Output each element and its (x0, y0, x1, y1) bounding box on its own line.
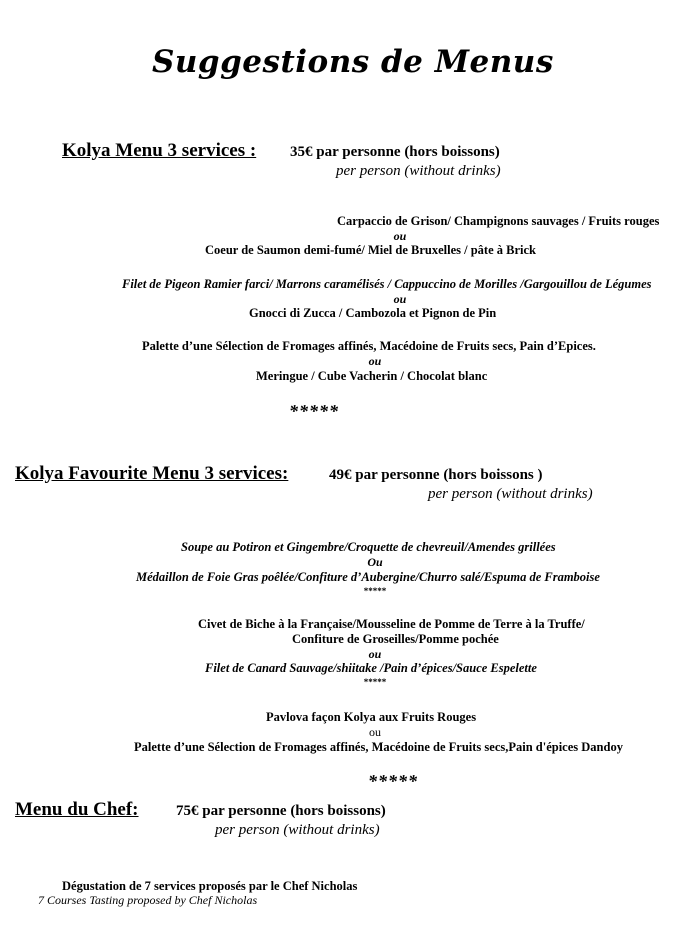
menu1-separator: ***** (289, 401, 339, 421)
menu1-course3-option-a: Palette d’une Sélection de Fromages affinés, Macédoine de Fruits secs, Pain d’Epices. (142, 339, 596, 353)
menu2-price-english: per person (without drinks) (428, 486, 593, 502)
menu1-course1-option-b: Coeur de Saumon demi-fumé/ Miel de Bruxelles / pâte à Brick (205, 243, 536, 257)
menu2-course3-or: ou (369, 725, 381, 739)
menu2-course2-option-b: Filet de Canard Sauvage/shiitake /Pain d’épices/Sauce Espelette (205, 661, 537, 675)
menu2-course2-option-a-line2: Confiture de Groseilles/Pomme pochée (292, 632, 499, 646)
menu2-course3-option-b: Palette d’une Sélection de Fromages affinés, Macédoine de Fruits secs,Pain d'épices Dandoy (134, 740, 623, 754)
menu2-course2-or: ou (368, 647, 382, 661)
menu2-course2-option-a-line1: Civet de Biche à la Française/Mousseline de Pomme de Terre à la Truffe/ (198, 617, 585, 631)
menu1-course1-option-a: Carpaccio de Grison/ Champignons sauvages / Fruits rouges (337, 214, 660, 228)
menu3-heading: Menu du Chef: (15, 799, 139, 820)
menu1-heading: Kolya Menu 3 services : (62, 140, 257, 161)
menu3-tasting-french: Dégustation de 7 services proposés par le Chef Nicholas (62, 879, 358, 893)
menu1-course3-or: ou (368, 354, 382, 368)
menu3-price-english: per person (without drinks) (215, 822, 380, 838)
menu1-price: 35€ par personne (hors boissons) (290, 144, 500, 160)
menu3-tasting-english: 7 Courses Tasting proposed by Chef Nicholas (38, 893, 258, 907)
menu1-course2-option-a: Filet de Pigeon Ramier farci/ Marrons caramélisés / Cappuccino de Morilles /Gargouillou de Légumes (122, 277, 652, 291)
menu2-course1-stars: ***** (363, 586, 387, 596)
menu1-course2-or: ou (393, 292, 407, 306)
menu1-course2-option-b: Gnocci di Zucca / Cambozola et Pignon de Pin (249, 306, 497, 320)
menu2-course3-option-a: Pavlova façon Kolya aux Fruits Rouges (266, 710, 477, 724)
menu2-course1-or: Ou (367, 555, 383, 569)
page-title: Suggestions de Menus (152, 44, 554, 80)
menu1-course1-or: ou (393, 229, 407, 243)
menu1-price-english: per person (without drinks) (336, 163, 501, 179)
menu2-price: 49€ par personne (hors boissons ) (329, 467, 543, 483)
menu2-course1-option-a: Soupe au Potiron et Gingembre/Croquette de chevreuil/Amendes grillées (181, 540, 556, 554)
menu3-price: 75€ par personne (hors boissons) (176, 803, 386, 819)
menu2-separator: ***** (368, 771, 418, 791)
menu2-course2-stars: ***** (363, 677, 387, 687)
menu2-heading: Kolya Favourite Menu 3 services: (15, 463, 289, 484)
menu1-course3-option-b: Meringue / Cube Vacherin / Chocolat blanc (256, 369, 488, 383)
menu2-course1-option-b: Médaillon de Foie Gras poêlée/Confiture d’Aubergine/Churro salé/Espuma de Framboise (136, 570, 600, 584)
